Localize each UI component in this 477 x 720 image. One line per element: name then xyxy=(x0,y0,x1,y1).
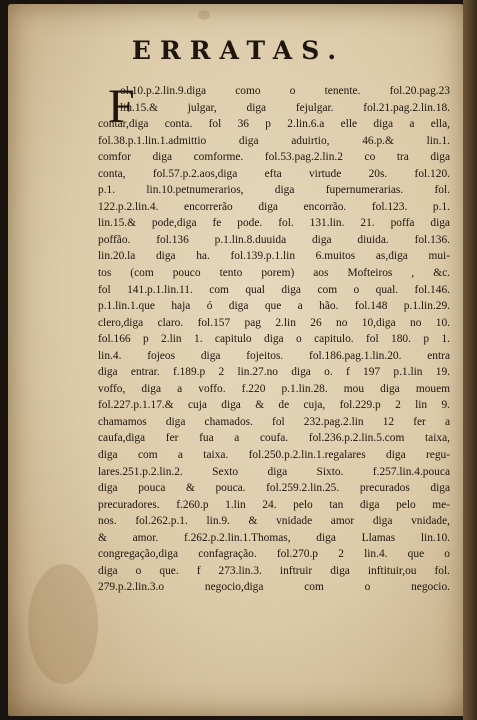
errata-line: diga com a taixa. fol.250.p.2.lin.1.regalares diga regu- xyxy=(98,449,450,462)
errata-line: 122.p.2.lin.4. encorrerão diga encorrão. fol.123. p.1. xyxy=(98,200,450,213)
errata-line: clero,diga claro. fol.157 pag 2.lin 26 no 10,diga no 10. xyxy=(98,316,450,329)
errata-line: nos. fol.262.p.1. lin.9. & vnidade amor diga vnidade, xyxy=(98,515,450,528)
errata-line: lin.20.la diga ha. fol.139.p.1.lin 6.muitos as,diga mui- xyxy=(98,250,450,263)
errata-line: & amor. f.262.p.2.lin.1.Thomas, diga Llamas lin.10. xyxy=(98,531,450,544)
errata-line: fol 141.p.1.lin.11. com qual diga com o qual. fol.146. xyxy=(98,283,450,296)
errata-line: caufa,diga fer fua a coufa. fol.236.p.2.lin.5.com taixa, xyxy=(98,432,450,445)
page-title: ERRATAS. xyxy=(131,36,346,65)
errata-line: ol.10.p.2.lin.9.diga como o tenente. fol.20.pag.23 xyxy=(120,85,450,97)
errata-line: diga o que. f 273.lin.3. inftruir diga inftituir,ou fol. xyxy=(98,564,450,577)
errata-line: fol.166 p 2.lin 1. capitulo diga o capitulo. fol 180. p 1. xyxy=(98,333,450,346)
errata-line: 279.p.2.lin.3.o negocio,diga com o negocio. xyxy=(98,581,450,594)
page-edge xyxy=(463,0,477,720)
errata-line: chamamos diga chamados. fol 232.pag.2.lin 12 fer a xyxy=(98,415,450,428)
errata-line: lin.4. fojeos diga fojeitos. fol.186.pag.1.lin.20. entra xyxy=(98,349,450,362)
errata-line: p.1. lin.10.petnumerarios, diga fupernumerarias. fol. xyxy=(98,184,450,197)
drop-cap: F xyxy=(108,80,135,133)
errata-line: diga entrar. f.189.p 2 lin.27.no diga o. f 197 p.1.lin 19. xyxy=(98,366,450,379)
errata-line: precuradores. f.260.p 1.lin 24. pelo tan diga pelo me- xyxy=(98,498,450,511)
errata-line: comfor diga comforme. fol.53.pag.2.lin.2 co tra diga xyxy=(98,151,450,164)
errata-line: poffão. fol.136 p.1.lin.8.duuida diga diuida. fol.136. xyxy=(98,233,450,246)
errata-text xyxy=(98,80,450,596)
errata-line: tos (com pouco tento porem) aos Mofteiros , &c. xyxy=(98,267,450,280)
stain-mark xyxy=(198,10,210,20)
errata-line: lin.15.& julgar, diga fejulgar. fol.21.pag.2.lin.18. xyxy=(120,101,450,114)
errata-line: fol.38.p.1.lin.1.admittio diga aduirtio, 46.p.& lin.1. xyxy=(98,134,450,147)
errata-line: diga pouca & pouca. fol.259.2.lin.25. precurados diga xyxy=(98,482,450,495)
errata-line: contar,diga conta. fol 36 p 2.lin.6.a elle diga a ella, xyxy=(98,118,450,131)
errata-line: congregação,diga confagração. fol.270.p 2 lin.4. que o xyxy=(98,548,450,561)
errata-line: lin.15.& pode,diga fe pode. fol. 131.lin. 21. poffa diga xyxy=(98,217,450,230)
errata-line: fol.227.p.1.17.& cuja diga & de cuja, fol.229.p 2 lin 9. xyxy=(98,399,450,412)
stain-mark xyxy=(28,564,98,684)
errata-line: p.1.lin.1.que haja ó diga que a hão. fol.148 p.1.lin.29. xyxy=(98,300,450,313)
errata-line: conta, fol.57.p.2.aos,diga efta virtude 20s. fol.120. xyxy=(98,167,450,180)
errata-line: voffo, diga a voffo. f.220 p.1.lin.28. mou diga mouem xyxy=(98,382,450,395)
errata-line: lares.251.p.2.lin.2. Sexto diga Sixto. f.257.lin.4.pouca xyxy=(98,465,450,478)
